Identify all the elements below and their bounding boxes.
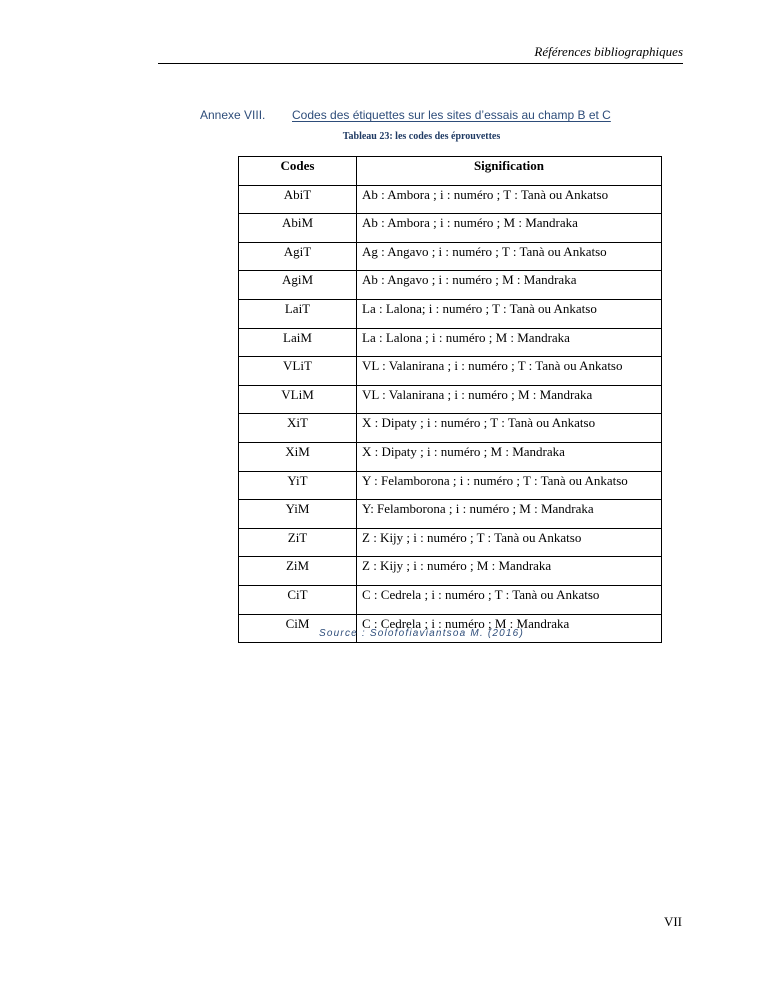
running-header: Références bibliographiques — [158, 44, 683, 64]
table-row — [239, 185, 662, 214]
table-caption: Tableau 23: les codes des éprouvettes — [342, 131, 501, 142]
signification-cell: Y : Felamborona ; i : numéro ; T : Tanà ou Ankatso — [357, 471, 662, 500]
code-cell: VLiT — [239, 357, 357, 386]
table-row — [239, 214, 662, 243]
annex-title: Codes des étiquettes sur les sites d’essais au champ B et C — [292, 108, 611, 122]
annex-number: Annexe VIII. — [200, 108, 266, 122]
table-row — [239, 471, 662, 500]
table-header-row — [239, 157, 662, 186]
signification-cell: Ab : Ambora ; i : numéro ; M : Mandraka — [357, 214, 662, 243]
code-cell: XiT — [239, 414, 357, 443]
code-cell: LaiM — [239, 328, 357, 357]
code-cell: AgiT — [239, 242, 357, 271]
code-cell: AbiT — [239, 185, 357, 214]
signification-cell: X : Dipaty ; i : numéro ; T : Tanà ou Ankatso — [357, 414, 662, 443]
page-number: VII — [663, 914, 682, 929]
code-cell: ZiT — [239, 528, 357, 557]
table-row — [239, 357, 662, 386]
code-cell: AgiM — [239, 271, 357, 300]
signification-cell: La : Lalona; i : numéro ; T : Tanà ou Ankatso — [357, 299, 662, 328]
signification-cell: Ab : Ambora ; i : numéro ; T : Tanà ou Ankatso — [357, 185, 662, 214]
code-cell: CiM — [239, 614, 357, 643]
signification-cell: Ab : Angavo ; i : numéro ; M : Mandraka — [357, 271, 662, 300]
table-row — [239, 299, 662, 328]
code-cell: XiM — [239, 442, 357, 471]
code-cell: VLiM — [239, 385, 357, 414]
signification-cell: Ag : Angavo ; i : numéro ; T : Tanà ou Ankatso — [357, 242, 662, 271]
table-row — [239, 242, 662, 271]
table-row — [239, 385, 662, 414]
signification-cell: X : Dipaty ; i : numéro ; M : Mandraka — [357, 442, 662, 471]
code-cell: YiM — [239, 500, 357, 529]
source-note: Source : Solofofiaviantsoa M. (2016) — [319, 628, 524, 639]
code-cell: ZiM — [239, 557, 357, 586]
table-row — [239, 328, 662, 357]
table-body — [239, 185, 662, 643]
signification-cell: La : Lalona ; i : numéro ; M : Mandraka — [357, 328, 662, 357]
signification-cell: Y: Felamborona ; i : numéro ; M : Mandraka — [357, 500, 662, 529]
annex-heading — [200, 108, 611, 122]
code-cell: CiT — [239, 585, 357, 614]
signification-cell: VL : Valanirana ; i : numéro ; T : Tanà ou Ankatso — [357, 357, 662, 386]
column-header-codes: Codes — [239, 157, 357, 186]
table-row — [239, 528, 662, 557]
table-row — [239, 442, 662, 471]
table-row — [239, 271, 662, 300]
table-row — [239, 500, 662, 529]
code-cell: YiT — [239, 471, 357, 500]
signification-cell: Z : Kijy ; i : numéro ; M : Mandraka — [357, 557, 662, 586]
codes-table — [238, 156, 662, 643]
signification-cell: C : Cedrela ; i : numéro ; T : Tanà ou Ankatso — [357, 585, 662, 614]
table-row — [239, 557, 662, 586]
table-row — [239, 585, 662, 614]
signification-cell: Z : Kijy ; i : numéro ; T : Tanà ou Ankatso — [357, 528, 662, 557]
code-cell: LaiT — [239, 299, 357, 328]
column-header-signification: Signification — [357, 157, 662, 186]
table-row — [239, 414, 662, 443]
signification-cell: VL : Valanirana ; i : numéro ; M : Mandraka — [357, 385, 662, 414]
signification-cell: C : Cedrela ; i : numéro ; M : Mandraka — [357, 614, 662, 643]
code-cell: AbiM — [239, 214, 357, 243]
